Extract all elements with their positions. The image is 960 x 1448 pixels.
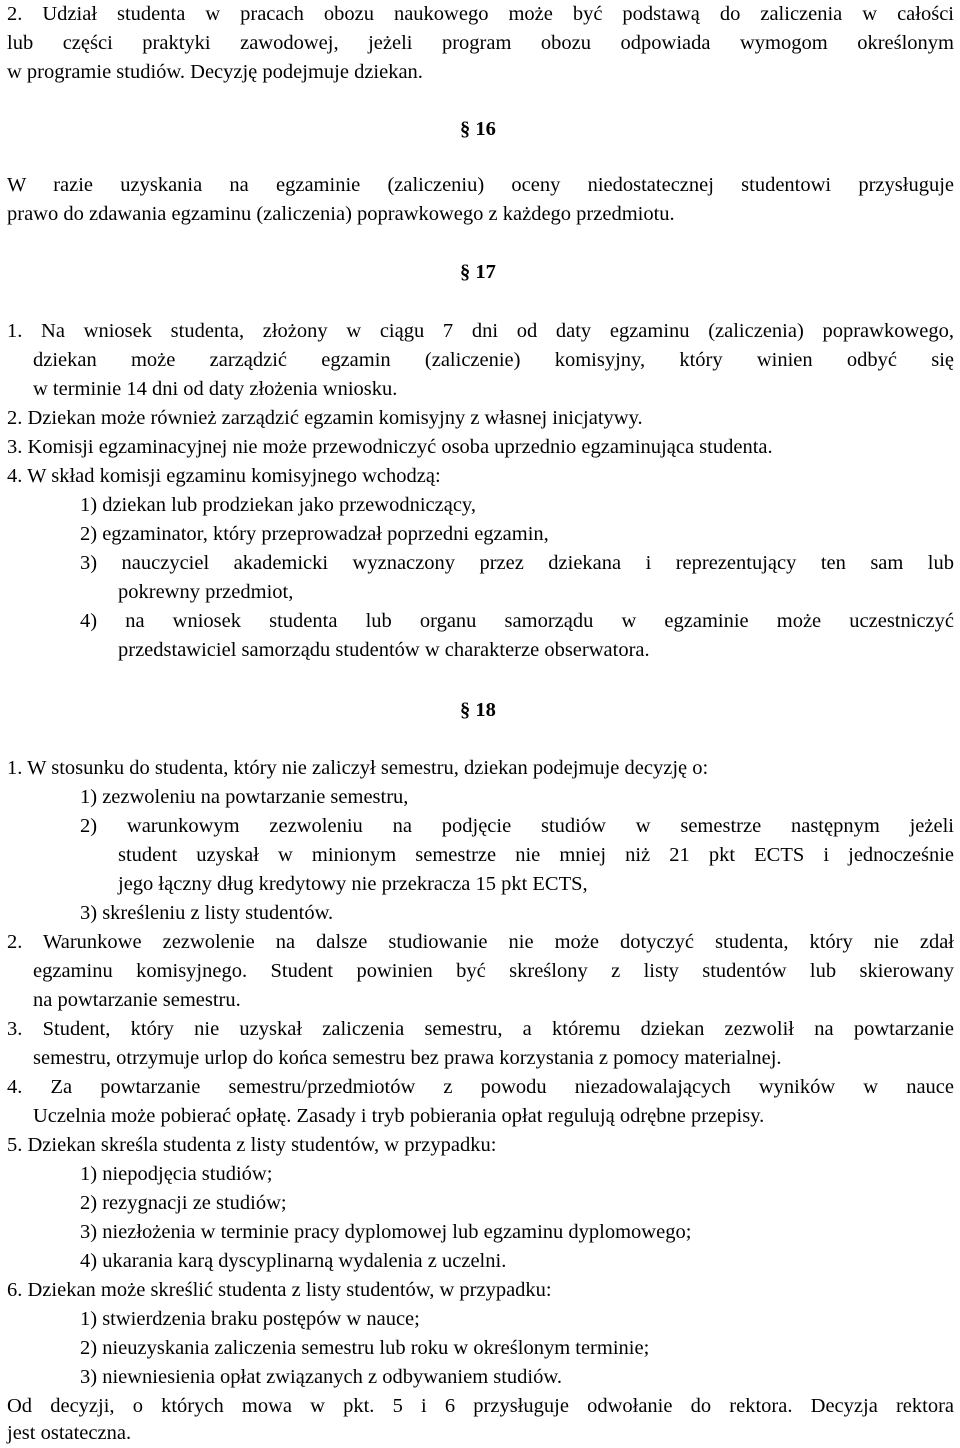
section-18-para-1-item-2: student uzyskał w minionym semestrze nie mniej niż 21 pkt ECTS i jednocześnie	[118, 844, 954, 866]
section-16-line: W razie uzyskania na egzaminie (zaliczeniu) oceny niedostatecznej studentowi przysługuje	[7, 174, 954, 196]
section-18-para-2-line: 2. Warunkowe zezwolenie na dalsze studiowanie nie może dotyczyć studenta, który nie zdał	[7, 931, 954, 953]
section-17-para-1-line: dziekan może zarządzić egzamin (zaliczenie) komisyjny, który winien odbyć się	[33, 349, 954, 371]
section-17-para-4: 4. W skład komisji egzaminu komisyjnego wchodzą:	[7, 465, 441, 487]
section-18-para-1: 1. W stosunku do studenta, który nie zaliczył semestru, dziekan podejmuje decyzję o:	[7, 757, 709, 779]
section-18-para-4-line: Uczelnia może pobierać opłatę. Zasady i tryb pobierania opłat regulują odrębne przepisy.	[33, 1105, 765, 1127]
para-2-line: lub części praktyki zawodowej, jeżeli program obozu odpowiada wymogom określonym	[7, 32, 954, 54]
section-18-para-6-item-2: 2) nieuzyskania zaliczenia semestru lub roku w określonym terminie;	[80, 1337, 650, 1359]
section-17-para-2: 2. Dziekan może również zarządzić egzamin komisyjny z własnej inicjatywy.	[7, 407, 643, 429]
section-17-item-4: 4) na wniosek studenta lub organu samorządu w egzaminie może uczestniczyć	[80, 610, 954, 632]
section-18-para-6-item-3: 3) niewniesienia opłat związanych z odbywaniem studiów.	[80, 1366, 562, 1388]
section-18-para-5-item-1: 1) niepodjęcia studiów;	[80, 1163, 273, 1185]
section-16-heading: § 16	[460, 118, 496, 140]
section-18-para-5-item-2: 2) rezygnacji ze studiów;	[80, 1192, 287, 1214]
para-2-line: 2. Udział studenta w pracach obozu naukowego może być podstawą do zaliczenia w całości	[7, 3, 954, 25]
section-18-para-5-item-3: 3) niezłożenia w terminie pracy dyplomowej lub egzaminu dyplomowego;	[80, 1221, 692, 1243]
section-18-para-5: 5. Dziekan skreśla studenta z listy studentów, w przypadku:	[7, 1134, 497, 1156]
section-18-para-5-item-4: 4) ukarania karą dyscyplinarną wydalenia z uczelni.	[80, 1250, 507, 1272]
section-18-para-1-item-2: jego łączny dług kredytowy nie przekracza 15 pkt ECTS,	[118, 873, 588, 895]
section-17-item-3: pokrewny przedmiot,	[118, 581, 294, 603]
section-18-para-3-line: semestru, otrzymuje urlop do końca semestru bez prawa korzystania z pomocy materialnej.	[33, 1047, 782, 1069]
para-2-line: w programie studiów. Decyzję podejmuje dziekan.	[7, 61, 423, 83]
section-17-para-1-line: w terminie 14 dni od daty złożenia wniosku.	[33, 378, 398, 400]
section-18-para-1-item-3: 3) skreśleniu z listy studentów.	[80, 902, 334, 924]
section-17-item-4: przedstawiciel samorządu studentów w charakterze obserwatora.	[118, 639, 650, 661]
section-16-line: prawo do zdawania egzaminu (zaliczenia) poprawkowego z każdego przedmiotu.	[7, 203, 675, 225]
section-18-final-line: Od decyzji, o których mowa w pkt. 5 i 6 przysługuje odwołanie do rektora. Decyzja rektora	[7, 1395, 954, 1417]
section-18-para-6-item-1: 1) stwierdzenia braku postępów w nauce;	[80, 1308, 420, 1330]
section-18-para-1-item-2: 2) warunkowym zezwoleniu na podjęcie studiów w semestrze następnym jeżeli	[80, 815, 954, 837]
section-17-item-2: 2) egzaminator, który przeprowadzał poprzedni egzamin,	[80, 523, 549, 545]
section-18-heading: § 18	[460, 699, 496, 721]
section-17-heading: § 17	[460, 261, 496, 283]
section-18-para-2-line: egzaminu komisyjnego. Student powinien być skreślony z listy studentów lub skierowany	[33, 960, 954, 982]
section-18-para-3-line: 3. Student, który nie uzyskał zaliczenia semestru, a któremu dziekan zezwolił na powtarzanie	[7, 1018, 954, 1040]
section-17-para-1-line: 1. Na wniosek studenta, złożony w ciągu 7 dni od daty egzaminu (zaliczenia) poprawkowego,	[7, 320, 954, 342]
section-17-para-3: 3. Komisji egzaminacyjnej nie może przewodniczyć osoba uprzednio egzaminująca studenta.	[7, 436, 773, 458]
section-18-final-line: jest ostateczna.	[7, 1422, 132, 1444]
section-18-para-1-item-1: 1) zezwoleniu na powtarzanie semestru,	[80, 786, 409, 808]
section-17-item-1: 1) dziekan lub prodziekan jako przewodniczący,	[80, 494, 476, 516]
section-17-item-3: 3) nauczyciel akademicki wyznaczony przez dziekana i reprezentujący ten sam lub	[80, 552, 954, 574]
section-18-para-4-line: 4. Za powtarzanie semestru/przedmiotów z powodu niezadowalających wyników w nauce	[7, 1076, 954, 1098]
section-18-para-6: 6. Dziekan może skreślić studenta z listy studentów, w przypadku:	[7, 1279, 552, 1301]
section-18-para-2-line: na powtarzanie semestru.	[33, 989, 241, 1011]
